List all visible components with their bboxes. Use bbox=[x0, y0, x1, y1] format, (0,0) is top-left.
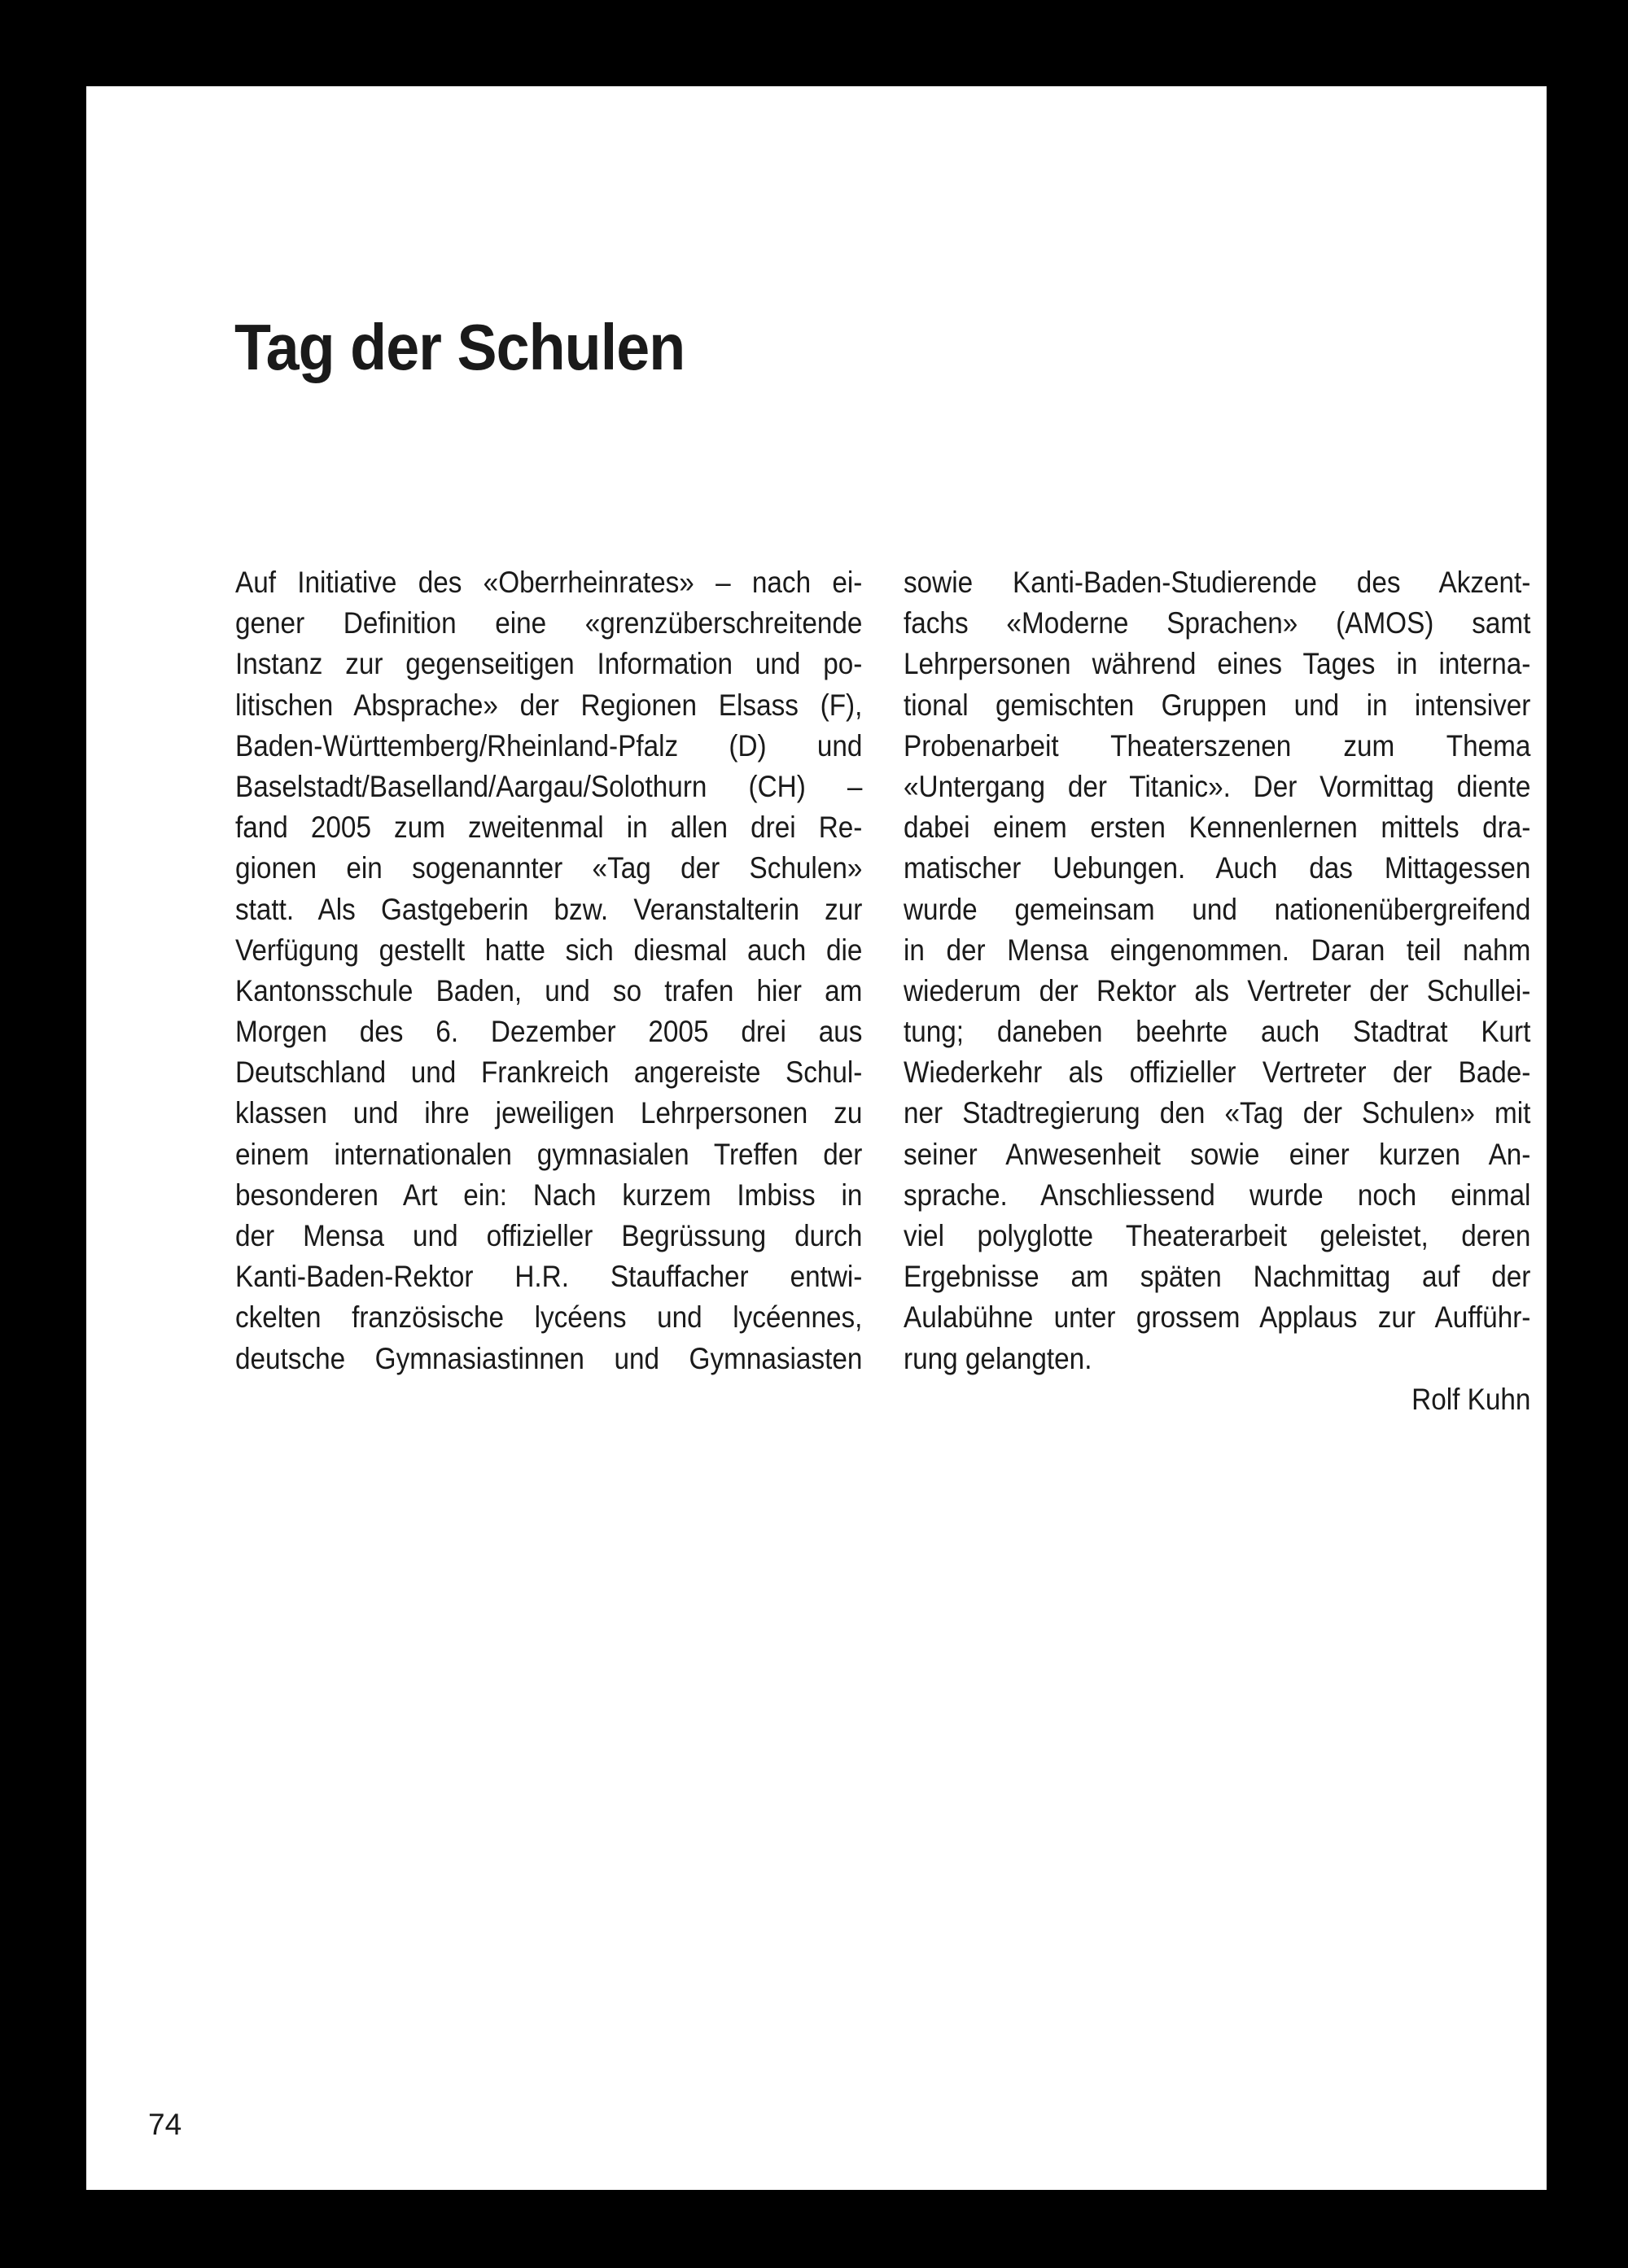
text-line: deutsche Gymnasiastinnen und Gymnasiasten bbox=[235, 1341, 863, 1375]
text-line: wiederum der Rektor als Vertreter der Schullei- bbox=[904, 973, 1531, 1007]
text-line: litischen Absprache» der Regionen Elsass (F), bbox=[235, 688, 863, 722]
text-line: Instanz zur gegenseitigen Information und po- bbox=[235, 647, 863, 681]
page-number: 74 bbox=[148, 2108, 182, 2141]
text-line: Kanti-Baden-Rektor H.R. Stauffacher entwi- bbox=[235, 1260, 863, 1294]
text-line: Kantonsschule Baden, und so trafen hier am bbox=[235, 973, 863, 1007]
document-page bbox=[86, 86, 1547, 2190]
text-line: sprache. Anschliessend wurde noch einmal bbox=[904, 1178, 1531, 1212]
left-column bbox=[235, 562, 862, 1379]
author-signature: Rolf Kuhn bbox=[1411, 1382, 1531, 1416]
right-column bbox=[904, 562, 1530, 1420]
text-line: tung; daneben beehrte auch Stadtrat Kurt bbox=[904, 1015, 1531, 1049]
text-line: klassen und ihre jeweiligen Lehrpersonen zu bbox=[235, 1096, 863, 1130]
text-line: gener Definition eine «grenzüberschreitende bbox=[235, 606, 863, 640]
text-line: dabei einem ersten Kennenlernen mittels dra- bbox=[904, 811, 1531, 845]
text-line: matischer Uebungen. Auch das Mittagessen bbox=[904, 851, 1531, 885]
text-line: Wiederkehr als offizieller Vertreter der Bade- bbox=[904, 1055, 1531, 1090]
text-line: Baselstadt/Baselland/Aargau/Solothurn (CH) – bbox=[235, 769, 863, 803]
text-line: Deutschland und Frankreich angereiste Schul- bbox=[235, 1055, 863, 1090]
text-line: fand 2005 zum zweitenmal in allen drei Re- bbox=[235, 811, 863, 845]
text-line: Verfügung gestellt hatte sich diesmal auch die bbox=[235, 933, 863, 967]
text-line: «Untergang der Titanic». Der Vormittag diente bbox=[904, 769, 1531, 803]
text-line: Morgen des 6. Dezember 2005 drei aus bbox=[235, 1015, 863, 1049]
text-line: tional gemischten Gruppen und in intensiver bbox=[904, 688, 1531, 722]
text-line: in der Mensa eingenommen. Daran teil nahm bbox=[904, 933, 1531, 967]
text-line: seiner Anwesenheit sowie einer kurzen An- bbox=[904, 1137, 1531, 1171]
text-line: sowie Kanti-Baden-Studierende des Akzent- bbox=[904, 566, 1531, 599]
text-line: Aulabühne unter grossem Applaus zur Aufführ- bbox=[904, 1300, 1531, 1335]
text-line: rung gelangten. bbox=[904, 1341, 1092, 1375]
text-line: gionen ein sogenannter «Tag der Schulen» bbox=[235, 851, 863, 885]
text-line: einem internationalen gymnasialen Treffen der bbox=[235, 1137, 863, 1171]
text-line: wurde gemeinsam und nationenübergreifend bbox=[904, 892, 1531, 926]
text-line: Ergebnisse am späten Nachmittag auf der bbox=[904, 1260, 1531, 1294]
text-line: besonderen Art ein: Nach kurzem Imbiss in bbox=[235, 1178, 863, 1212]
text-line: Lehrpersonen während eines Tages in interna- bbox=[904, 647, 1531, 681]
text-line: Auf Initiative des «Oberrheinrates» – nach ei- bbox=[235, 566, 863, 599]
text-line: viel polyglotte Theaterarbeit geleistet, deren bbox=[904, 1219, 1531, 1252]
text-line: ner Stadtregierung den «Tag der Schulen» mit bbox=[904, 1096, 1531, 1130]
page-title: Tag der Schulen bbox=[234, 311, 685, 383]
text-line: Probenarbeit Theaterszenen zum Thema bbox=[904, 728, 1531, 763]
text-line: fachs «Moderne Sprachen» (AMOS) samt bbox=[904, 606, 1531, 640]
text-line: Baden-Württemberg/Rheinland-Pfalz (D) und bbox=[235, 728, 863, 763]
text-line: statt. Als Gastgeberin bzw. Veranstalterin zur bbox=[235, 892, 863, 926]
text-line: ckelten französische lycéens und lycéennes, bbox=[235, 1300, 863, 1335]
text-line: der Mensa und offizieller Begrüssung durch bbox=[235, 1219, 863, 1252]
